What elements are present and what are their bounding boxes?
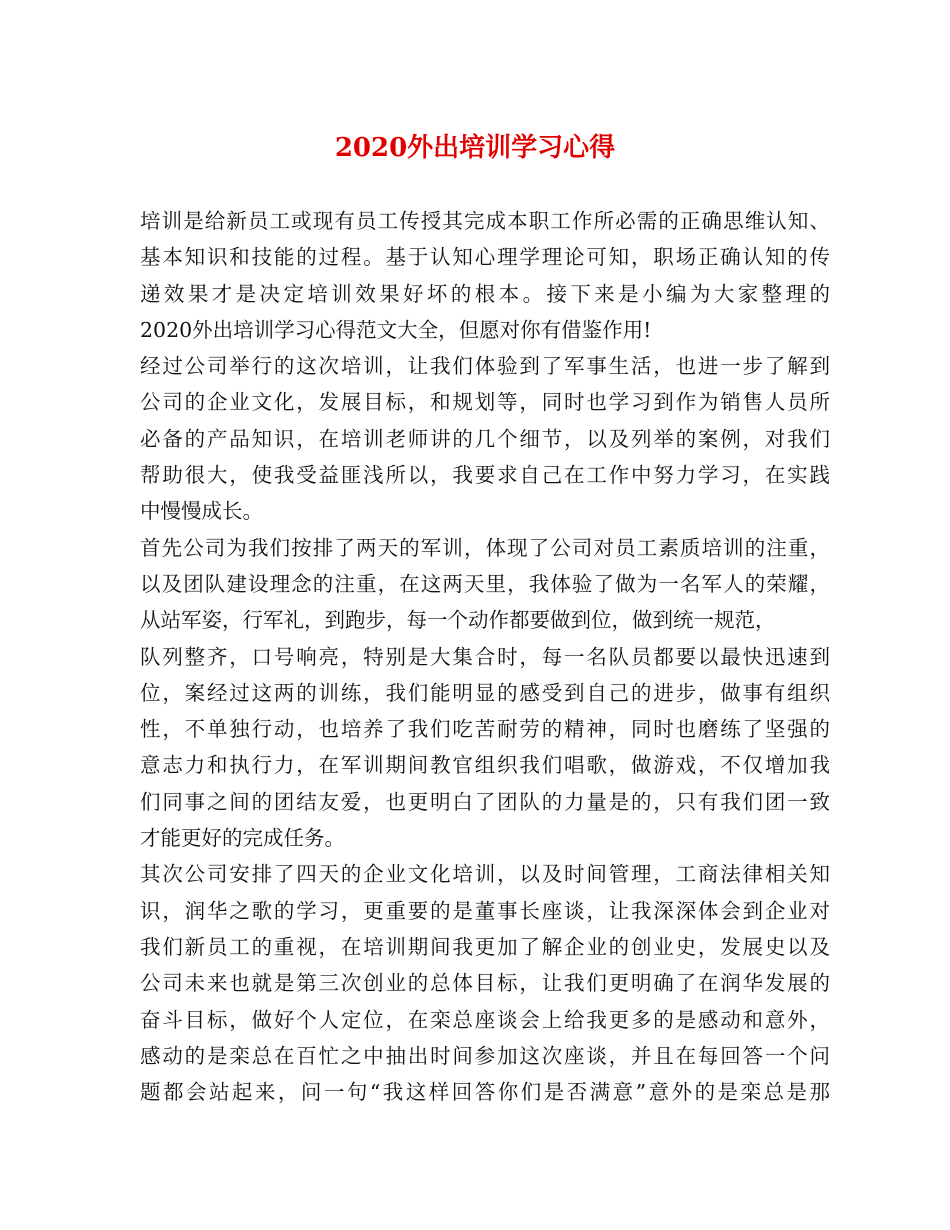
body-line: 必备的产品知识，在培训老师讲的几个细节，以及列举的案例，对我们 [140, 426, 830, 451]
body-line: 帮助很大，使我受益匪浅所以，我要求自己在工作中努力学习，在实践 [140, 463, 830, 488]
body-line: 公司的企业文化，发展目标，和规划等，同时也学习到作为销售人员所 [140, 390, 830, 415]
body-line: 从站军姿，行军礼，到跑步，每一个动作都要做到位，做到统一规范， [140, 608, 776, 633]
body-line: 递效果才是决定培训效果好坏的根本。接下来是小编为大家整理的 [140, 281, 830, 306]
body-line: 基本知识和技能的过程。基于认知心理学理论可知，职场正确认知的传 [140, 245, 830, 270]
body-line: 意志力和执行力，在军训期间教官组织我们唱歌，做游戏，不仅增加我 [140, 753, 830, 778]
body-line: 公司未来也就是第三次创业的总体目标，让我们更明确了在润华发展的 [140, 971, 830, 996]
body-line: 首先公司为我们按排了两天的军训，体现了公司对员工素质培训的注重， [140, 535, 830, 560]
body-line: 培训是给新员工或现有员工传授其完成本职工作所必需的正确思维认知、 [140, 209, 830, 233]
body-line: 我们新员工的重视，在培训期间我更加了解企业的创业史，发展史以及 [140, 934, 830, 959]
body-line: 奋斗目标，做好个人定位，在栾总座谈会上给我更多的是感动和意外， [140, 1007, 830, 1032]
body-line: 2020外出培训学习心得范文大全，但愿对你有借鉴作用! [140, 317, 652, 342]
body-line: 以及团队建设理念的注重，在这两天里，我体验了做为一名军人的荣耀， [140, 571, 830, 596]
body-line: 位，案经过这两的训练，我们能明显的感受到自己的进步，做事有组织 [140, 680, 830, 705]
document-title: 2020外出培训学习心得 [334, 133, 616, 163]
body-line: 们同事之间的团结友爱，也更明白了团队的力量是的，只有我们团一致 [140, 789, 830, 814]
body-line: 中慢慢成长。 [140, 499, 263, 524]
body-line: 经过公司举行的这次培训，让我们体验到了军事生活，也进一步了解到 [140, 354, 830, 379]
body-line: 才能更好的完成任务。 [140, 826, 345, 851]
body-line: 队列整齐，口号响亮，特别是大集合时，每一名队员都要以最快迅速到 [140, 644, 830, 669]
document-body [140, 203, 830, 1110]
body-line: 识，润华之歌的学习，更重要的是董事长座谈，让我深深体会到企业对 [140, 898, 830, 923]
body-line: 性，不单独行动，也培养了我们吃苦耐劳的精神，同时也磨练了坚强的 [140, 717, 830, 742]
body-line: 题都会站起来，问一句“我这样回答你们是否满意”意外的是栾总是那 [140, 1080, 830, 1105]
body-line: 感动的是栾总在百忙之中抽出时间参加这次座谈，并且在每回答一个问 [140, 1043, 830, 1068]
body-line: 其次公司安排了四天的企业文化培训，以及时间管理，工商法律相关知 [140, 862, 830, 887]
